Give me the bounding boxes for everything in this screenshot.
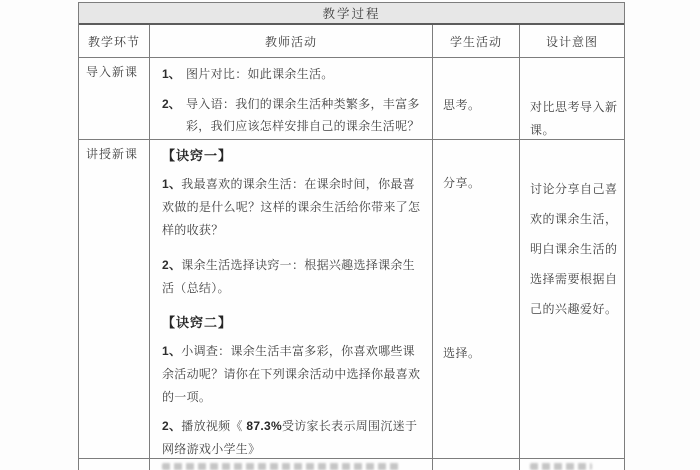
student-activity-cell xyxy=(432,140,519,458)
student-activity-cell xyxy=(432,459,519,470)
teacher-item-video xyxy=(162,415,422,458)
item-number: 1、 xyxy=(162,67,181,81)
teacher-activity-cell xyxy=(149,140,432,458)
item-text: 我最喜欢的课余生活：在课余时间，你最喜欢做的是什么呢？这样的课余生活给你带来了怎样的收获？ xyxy=(162,177,421,237)
intent-text: 讨论分享自己喜欢的课余生活，明白课余生活的选择需要根据自己的兴趣爱好。 xyxy=(530,182,618,316)
teacher-activity-cell xyxy=(149,58,432,139)
item-text: 图片对比：如此课余生活。 xyxy=(186,67,334,81)
design-intent-cell xyxy=(519,58,624,139)
table-title: 教学过程 xyxy=(79,3,624,23)
table-row-partial xyxy=(79,458,624,470)
statistic-value: 87.3% xyxy=(246,419,282,433)
item-text: 小调查：课余生活丰富多彩，你喜欢哪些课余活动呢？请你在下列课余活动中选择你最喜欢的一项。 xyxy=(162,344,421,404)
design-intent-cell xyxy=(519,459,624,470)
teacher-item xyxy=(162,173,422,242)
table-row-intro xyxy=(79,57,624,139)
clipped-text-fragment xyxy=(162,463,402,470)
teacher-item xyxy=(162,254,422,300)
clipped-text-fragment xyxy=(530,463,592,470)
item-number: 2、 xyxy=(162,258,182,272)
teacher-item xyxy=(162,93,422,137)
item-text: 课余生活选择诀窍一：根据兴趣选择课余生活（总结）。 xyxy=(162,258,415,295)
item-number: 2、 xyxy=(162,419,182,433)
intent-text: 对比思考导入新课。 xyxy=(530,100,618,137)
column-header-student-activity: 学生活动 xyxy=(432,25,519,57)
stage-cell-empty xyxy=(79,459,149,470)
column-header-teacher-activity: 教师活动 xyxy=(149,25,432,57)
column-header-stage: 教学环节 xyxy=(87,34,140,49)
student-action: 分享。 xyxy=(443,176,481,190)
column-header-design-intent: 设计意图 xyxy=(519,25,624,57)
item-text: 播放视频《 xyxy=(181,419,247,433)
item-text: 导入语：我们的课余生活种类繁多，丰富多彩，我们应该怎样安排自己的课余生活呢？ xyxy=(186,97,420,133)
item-number: 2、 xyxy=(162,97,181,111)
tip-heading-2: 【诀窍二】 xyxy=(162,315,233,330)
teacher-item xyxy=(162,63,422,85)
item-text: 受访家长表示周围沉迷于网络游戏小学生》 xyxy=(162,419,418,456)
table-row-teach xyxy=(79,139,624,458)
teacher-item xyxy=(162,340,422,409)
teaching-process-table xyxy=(78,2,625,470)
table-title-row xyxy=(79,3,624,23)
table-header-row xyxy=(79,23,624,57)
stage-label: 导入新课 xyxy=(86,65,139,79)
student-action: 选择。 xyxy=(443,346,481,360)
item-number: 1、 xyxy=(162,344,182,358)
student-activity-cell xyxy=(432,58,519,139)
tip-heading-1: 【诀窍一】 xyxy=(162,148,233,163)
item-number: 1、 xyxy=(162,177,182,191)
stage-label: 讲授新课 xyxy=(86,147,139,161)
student-action: 思考。 xyxy=(443,98,481,112)
design-intent-cell xyxy=(519,140,624,458)
teacher-activity-cell xyxy=(149,459,432,470)
